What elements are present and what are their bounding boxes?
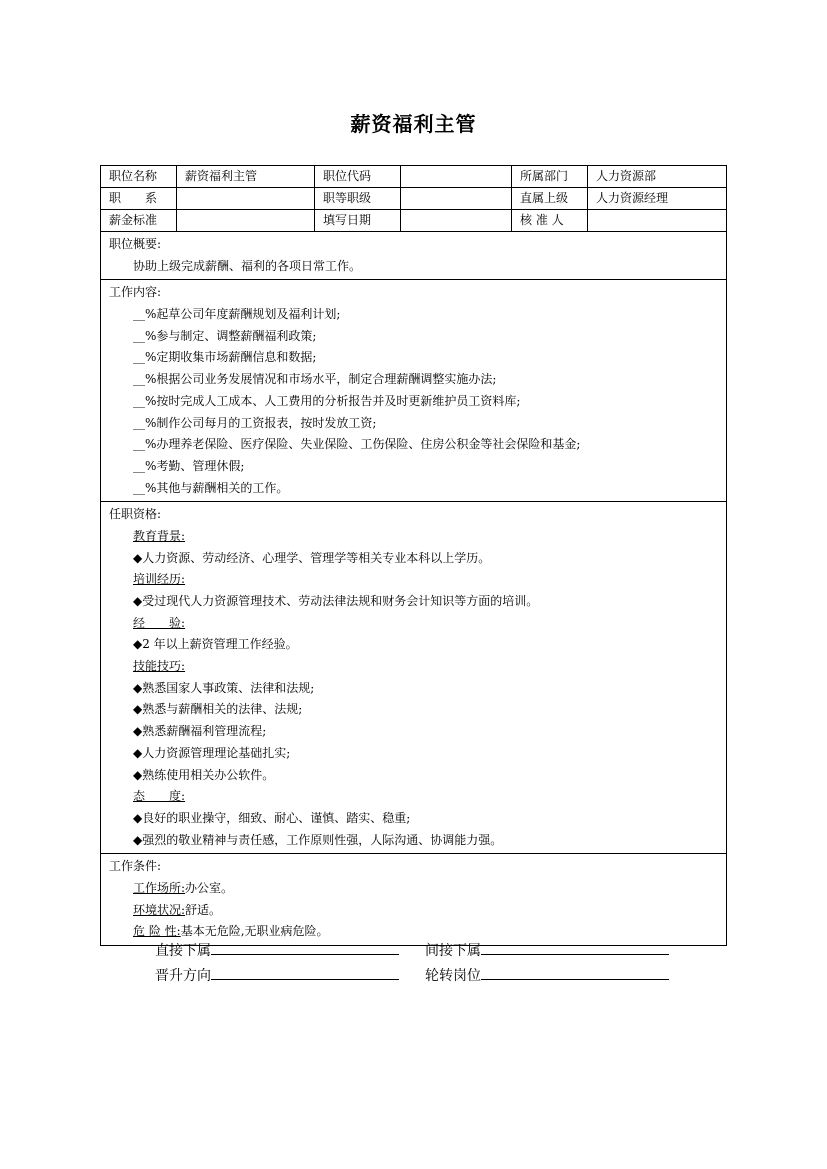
label-grade: 职等职级 <box>315 188 401 210</box>
qualification-item: ◆人力资源、劳动经济、心理学、管理学等相关专业本科以上学历。 <box>133 550 491 565</box>
duty-item: __%办理养老保险、医疗保险、失业保险、工伤保险、住房公积金等社会保险和基金; <box>133 437 581 452</box>
direct-subordinate-label: 直接下属 <box>155 943 211 959</box>
value-approver <box>588 210 727 232</box>
overview-section <box>101 232 727 280</box>
duties-section <box>101 280 727 502</box>
qualification-item: ◆熟悉与薪酬相关的法律、法规; <box>133 702 303 717</box>
label-department: 所属部门 <box>512 166 588 188</box>
conditions-heading: 工作条件: <box>109 859 162 874</box>
value-fill-date <box>401 210 512 232</box>
overview-text: 协助上级完成薪酬、福利的各项日常工作。 <box>133 258 362 273</box>
qualification-item: ◆人力资源管理理论基础扎实; <box>133 745 291 760</box>
qualification-item: ◆熟练使用相关办公软件。 <box>133 767 275 782</box>
duty-item: __%参与制定、调整薪酬福利政策; <box>133 328 317 343</box>
condition-label: 环境状况: <box>133 902 186 917</box>
promotion-line[interactable] <box>211 965 399 980</box>
attitude-title: 态 度: <box>133 789 186 804</box>
value-position-name: 薪资福利主管 <box>177 166 315 188</box>
condition-value: 办公室。 <box>185 880 234 895</box>
qualification-item: ◆良好的职业操守，细致、耐心、谨慎、踏实、稳重; <box>133 810 411 825</box>
rotation-label: 轮转岗位 <box>425 968 481 984</box>
overview-heading: 职位概要: <box>109 237 162 251</box>
job-description-table <box>100 165 727 946</box>
value-department: 人力资源部 <box>588 166 727 188</box>
label-position-code: 职位代码 <box>315 166 401 188</box>
header-row <box>101 188 727 210</box>
label-job-family: 职 系 <box>101 188 177 210</box>
label-supervisor: 直属上级 <box>512 188 588 210</box>
indirect-subordinate-label: 间接下属 <box>425 943 481 959</box>
indirect-subordinate-field <box>425 940 669 960</box>
duty-item: __%制作公司每月的工资报表，按时发放工资; <box>133 415 377 430</box>
value-salary-standard <box>177 210 315 232</box>
qualification-item: ◆强烈的敬业精神与责任感，工作原则性强，人际沟通、协调能力强。 <box>133 832 503 847</box>
rotation-field <box>425 965 669 985</box>
promotion-label: 晋升方向 <box>155 968 211 984</box>
qualification-item: ◆2 年以上薪资管理工作经验。 <box>133 637 298 652</box>
qualification-item: ◆受过现代人力资源管理技术、劳动法律法规和财务会计知识等方面的培训。 <box>133 594 539 608</box>
duties-heading: 工作内容: <box>109 285 162 300</box>
qualifications-heading: 任职资格: <box>109 507 162 522</box>
skills-title: 技能技巧: <box>133 659 186 674</box>
qualification-item: ◆熟悉国家人事政策、法律和法规; <box>133 680 315 695</box>
condition-item <box>109 878 718 900</box>
value-grade <box>401 188 512 210</box>
duty-item: __%按时完成人工成本、人工费用的分析报告并及时更新维护员工资料库; <box>133 393 521 408</box>
conditions-section <box>101 854 727 946</box>
label-fill-date: 填写日期 <box>315 210 401 232</box>
page-title: 薪资福利主管 <box>350 112 477 136</box>
indirect-subordinate-line[interactable] <box>481 940 669 955</box>
label-salary-standard: 薪金标准 <box>101 210 177 232</box>
duty-item: __%定期收集市场薪酬信息和数据; <box>133 350 317 365</box>
promotion-field <box>155 965 399 985</box>
header-row <box>101 210 727 232</box>
condition-value: 基本无危险,无职业病危险。 <box>180 924 329 939</box>
training-title: 培训经历: <box>133 572 186 587</box>
condition-item <box>109 900 718 922</box>
value-supervisor: 人力资源经理 <box>588 188 727 210</box>
direct-subordinate-field <box>155 940 399 960</box>
label-approver: 核 准 人 <box>512 210 588 232</box>
condition-value: 舒适。 <box>185 902 222 917</box>
qualifications-section <box>101 502 727 854</box>
duty-item: __%其他与薪酬相关的工作。 <box>133 480 289 495</box>
label-position-name: 职位名称 <box>101 166 177 188</box>
value-position-code <box>401 166 512 188</box>
direct-subordinate-line[interactable] <box>211 940 399 955</box>
experience-title: 经 验: <box>133 615 186 630</box>
qualification-item: ◆熟悉薪酬福利管理流程; <box>133 724 267 739</box>
condition-label: 危 险 性: <box>133 924 181 939</box>
rotation-line[interactable] <box>481 965 669 980</box>
duty-item: __%考勤、管理休假; <box>133 458 245 473</box>
duty-item: __%根据公司业务发展情况和市场水平，制定合理薪酬调整实施办法; <box>133 372 497 387</box>
education-title: 教育背景: <box>133 528 186 543</box>
duty-item: __%起草公司年度薪酬规划及福利计划; <box>133 307 341 322</box>
condition-label: 工作场所: <box>133 880 186 895</box>
value-job-family <box>177 188 315 210</box>
header-row <box>101 166 727 188</box>
